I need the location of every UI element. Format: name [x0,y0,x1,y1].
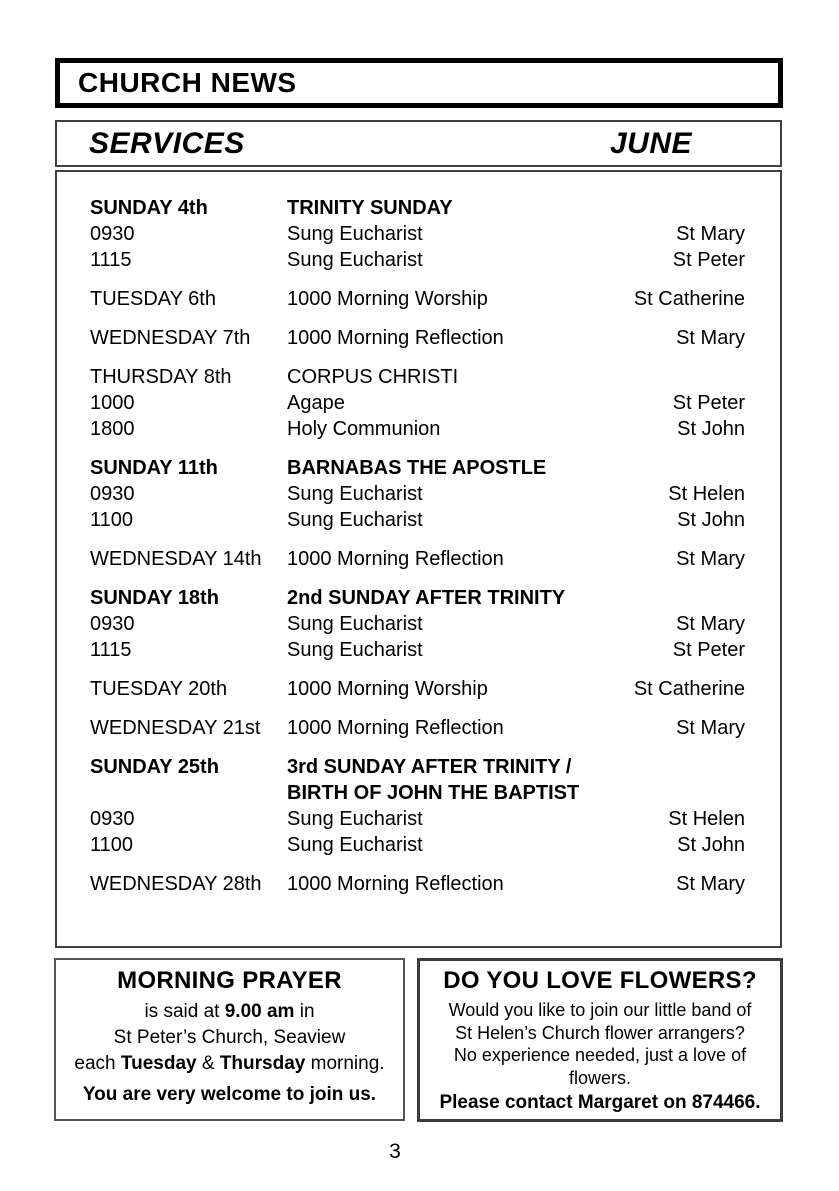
service-name [287,806,668,832]
service-row [90,832,745,858]
service-day-time: 1115 [90,249,132,271]
service-name-line: Agape [287,392,345,414]
service-row [90,195,745,221]
service-group [90,715,745,741]
service-name-line: Sung Eucharist [287,483,423,505]
morning-prayer-line [56,1025,403,1051]
service-group [90,871,745,897]
page-title: CHURCH NEWS [78,67,297,98]
service-row [90,806,745,832]
flowers-title: DO YOU LOVE FLOWERS? [443,967,757,994]
service-name-line: Sung Eucharist [287,808,423,830]
flowers-body [420,999,780,1089]
service-row [90,585,745,611]
text-segment: 9.00 am [224,1001,295,1022]
text-segment: in [294,1001,315,1022]
service-day-time: SUNDAY 11th [90,457,218,479]
service-name [287,195,745,221]
text-segment: each [74,1053,121,1074]
text-segment: St Peter’s Church, Seaview [113,1027,346,1048]
flowers-line: Would you like to join our little band of [448,1000,752,1020]
service-name [287,247,673,273]
service-name-line: TRINITY SUNDAY [287,197,453,219]
service-name [287,871,676,897]
church-news-banner [55,58,783,108]
text-segment: & [196,1053,220,1074]
text-segment: Tuesday [120,1053,197,1074]
service-row [90,637,745,663]
service-name [287,455,745,481]
services-header [55,120,782,167]
service-row [90,364,745,390]
service-day-time: SUNDAY 18th [90,587,219,609]
service-church: St Mary [676,548,745,570]
service-group [90,364,745,442]
service-church: St Catherine [633,288,745,310]
flowers-line: St Helen’s Church flower arrangers? [455,1022,745,1043]
service-group [90,325,745,351]
service-name [287,546,676,572]
morning-prayer-body [56,999,403,1077]
service-name-line: Holy Communion [287,418,441,440]
text-segment: morning. [305,1053,385,1074]
service-day-time: THURSDAY 8th [90,366,232,388]
service-name [287,221,676,247]
service-name-line: 1000 Morning Reflection [287,548,504,570]
service-name-line: Sung Eucharist [287,249,423,271]
service-day-time: 1800 [90,418,135,440]
service-name-line: Sung Eucharist [287,509,423,531]
service-day-time: TUESDAY 6th [90,288,216,310]
service-row [90,221,745,247]
service-name [287,390,673,416]
service-name [287,286,634,312]
service-day-time: 1100 [90,509,134,531]
services-month: JUNE [609,126,692,160]
service-church: St Mary [676,223,745,245]
service-row [90,286,745,312]
service-name-line: 1000 Morning Reflection [287,327,504,349]
service-row [90,546,745,572]
morning-prayer-line [56,1051,403,1077]
service-name-line: 1000 Morning Worship [287,288,488,310]
morning-prayer-footer: You are very welcome to join us. [82,1084,377,1105]
service-day-time: SUNDAY 4th [90,197,208,219]
service-name [287,416,677,442]
services-title: SERVICES [89,126,245,160]
service-name [287,637,673,663]
service-name-line: BIRTH OF JOHN THE BAPTIST [287,782,580,804]
service-church: St Mary [676,327,745,349]
service-day-time: WEDNESDAY 7th [90,327,251,349]
service-church: St John [677,834,745,856]
service-name [287,676,634,702]
morning-prayer-line [56,999,403,1025]
service-church: St John [677,509,745,531]
service-day-time: TUESDAY 20th [90,678,228,700]
service-church: St John [677,418,745,440]
service-church: St Peter [672,249,745,271]
service-day-time: WEDNESDAY 28th [90,873,262,895]
service-row [90,247,745,273]
service-name [287,715,676,741]
service-row [90,871,745,897]
service-name [287,832,677,858]
service-name [287,507,677,533]
services-list [55,170,782,948]
service-row [90,325,745,351]
service-row [90,390,745,416]
morning-prayer-title: MORNING PRAYER [117,967,342,994]
service-day-time: WEDNESDAY 21st [90,717,261,739]
service-church: St Mary [676,873,745,895]
service-name-line: 2nd SUNDAY AFTER TRINITY [287,587,566,609]
service-row [90,507,745,533]
service-group [90,195,745,273]
service-name [287,364,745,390]
service-name [287,481,668,507]
flowers-footer: Please contact Margaret on 874466. [439,1092,761,1113]
flowers-line: flowers. [568,1067,631,1088]
service-name [287,585,745,611]
service-name-line: Sung Eucharist [287,834,423,856]
service-name-line: 1000 Morning Reflection [287,717,504,739]
service-row [90,611,745,637]
service-name-line: Sung Eucharist [287,613,423,635]
service-day-time: 0930 [90,808,135,830]
text-segment: is said at [144,1001,225,1022]
service-group [90,676,745,702]
service-day-time: 1115 [90,639,132,661]
service-church: St Mary [676,717,745,739]
service-name-line: 1000 Morning Worship [287,678,488,700]
service-name-line: BARNABAS THE APOSTLE [287,457,547,479]
service-day-time: 1000 [90,392,135,414]
service-row [90,754,745,806]
service-church: St Helen [668,483,745,505]
service-group [90,286,745,312]
service-church: St Peter [672,392,745,414]
service-day-time: 0930 [90,483,135,505]
service-row [90,455,745,481]
service-name-line: 3rd SUNDAY AFTER TRINITY / [287,756,572,778]
service-name-line: Sung Eucharist [287,639,423,661]
service-day-time: SUNDAY 25th [90,756,219,778]
service-group [90,546,745,572]
service-row [90,416,745,442]
service-church: St Helen [668,808,745,830]
flowers-line: No experience needed, just a love of [453,1045,747,1065]
service-name-line: 1000 Morning Reflection [287,873,504,895]
service-group [90,754,745,858]
service-day-time: 0930 [90,223,135,245]
service-church: St Mary [676,613,745,635]
service-name-line: CORPUS CHRISTI [287,366,459,388]
flowers-notice [417,958,783,1122]
service-group [90,585,745,663]
service-day-time: 1100 [90,834,134,856]
service-row [90,676,745,702]
page-number: 3 [389,1140,401,1163]
service-church: St Peter [672,639,745,661]
service-day-time: 0930 [90,613,135,635]
service-name [287,325,676,351]
notices-row [54,958,783,1121]
morning-prayer-notice [54,958,405,1121]
service-name [287,611,676,637]
service-church: St Catherine [633,678,745,700]
service-name-line: Sung Eucharist [287,223,423,245]
service-group [90,455,745,533]
service-row [90,715,745,741]
service-row [90,481,745,507]
text-segment: Thursday [219,1053,306,1074]
service-name [287,754,745,806]
service-day-time: WEDNESDAY 14th [90,548,262,570]
